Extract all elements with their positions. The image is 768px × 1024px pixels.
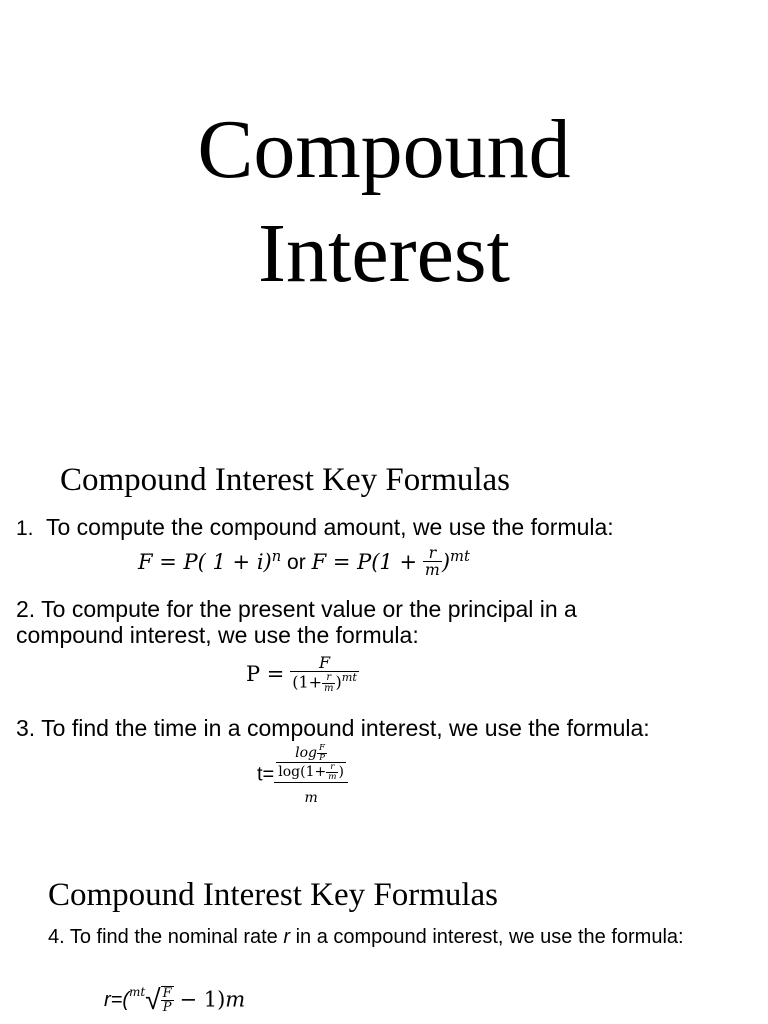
nominal-rate-formula xyxy=(104,986,245,1014)
formula-1b-prefix: F = P(1 + xyxy=(311,549,418,574)
formula-item-2-text: 2. To compute for the present value or the principal in a compound interest, we use the formula: xyxy=(16,596,577,649)
formula-3-log-prefix: log(1+ xyxy=(278,764,327,781)
formula-2-den-frac-den: m xyxy=(324,682,334,694)
formula-3-rate-num: r xyxy=(326,763,338,773)
formula-2-numerator: F xyxy=(290,655,359,672)
formula-3-ratio-den: P xyxy=(319,752,325,763)
item-4-variable: r xyxy=(283,926,291,948)
formula-1b-fraction-num: r xyxy=(423,545,442,562)
formula-4-radicand xyxy=(161,986,174,1014)
formula-3-outer-numerator xyxy=(274,744,348,783)
item-1-marker: 1. xyxy=(16,517,34,540)
compound-amount-formula xyxy=(138,543,470,579)
formula-or-word: or xyxy=(287,550,306,574)
formula-2-denominator xyxy=(290,672,359,694)
section-heading-2: Compound Interest Key Formulas xyxy=(48,877,499,913)
formula-3-inner-denominator xyxy=(276,763,346,781)
item-1-description: To compute the compound amount, we use the formula: xyxy=(46,514,614,540)
formula-3-inner-numerator xyxy=(276,744,346,763)
formula-3-outer-fraction xyxy=(274,744,348,805)
formula-item-4-text xyxy=(48,926,688,949)
formula-1b-fraction xyxy=(423,545,442,578)
formula-3-ratio-num: F xyxy=(319,743,326,753)
formula-2-fraction xyxy=(290,655,359,694)
item-4-text-after: in a compound interest, we use the formula: xyxy=(290,926,684,948)
formula-4-lhs: r=( xyxy=(104,989,129,1011)
formula-1b-close: ) xyxy=(441,549,451,574)
formula-3-log-label: log xyxy=(295,744,317,761)
item-4-text-before: 4. To find the nominal rate xyxy=(48,926,284,948)
formula-item-1-text xyxy=(16,514,614,541)
formula-1b-fraction-den: m xyxy=(424,559,440,579)
formula-4-root-index: mt xyxy=(129,985,146,999)
formula-3-outer-denominator: m xyxy=(304,789,318,806)
formula-3-rate-den: m xyxy=(328,772,337,783)
formula-4-tail: − 1) xyxy=(179,987,226,1012)
formula-4-radicand-den: P xyxy=(162,1000,172,1015)
formula-4-tail-var: m xyxy=(225,987,246,1012)
page-title-line-1: Compound xyxy=(197,103,571,196)
formula-3-ratio xyxy=(317,744,327,762)
formula-1b-exponent: mt xyxy=(450,547,470,565)
time-formula xyxy=(257,744,348,805)
formula-2-den-fraction xyxy=(322,673,335,694)
present-value-formula xyxy=(246,655,359,694)
formula-2-den-prefix: (1+ xyxy=(292,672,323,692)
formula-item-3-text: 3. To find the time in a compound interest, we use the formula: xyxy=(16,715,650,741)
formula-2-den-exponent: mt xyxy=(341,671,357,684)
formula-1a-exponent: n xyxy=(271,547,282,565)
formula-1a-body: F = P( 1 + i) xyxy=(138,549,272,574)
radical-icon: √ xyxy=(145,984,161,1015)
formula-4-radicand-num: F xyxy=(162,986,172,1001)
section-heading-1: Compound Interest Key Formulas xyxy=(60,462,511,498)
page-title-line-2: Interest xyxy=(258,207,510,300)
formula-2-lhs: P = xyxy=(246,661,285,686)
formula-3-lhs: t= xyxy=(257,763,275,786)
formula-3-rate-fraction xyxy=(326,763,338,781)
formula-2-den-frac-num: r xyxy=(322,673,335,684)
formula-2-den-close: ) xyxy=(335,672,342,692)
formula-3-log-close: ) xyxy=(338,764,344,781)
formula-3-inner-fraction xyxy=(276,744,346,782)
